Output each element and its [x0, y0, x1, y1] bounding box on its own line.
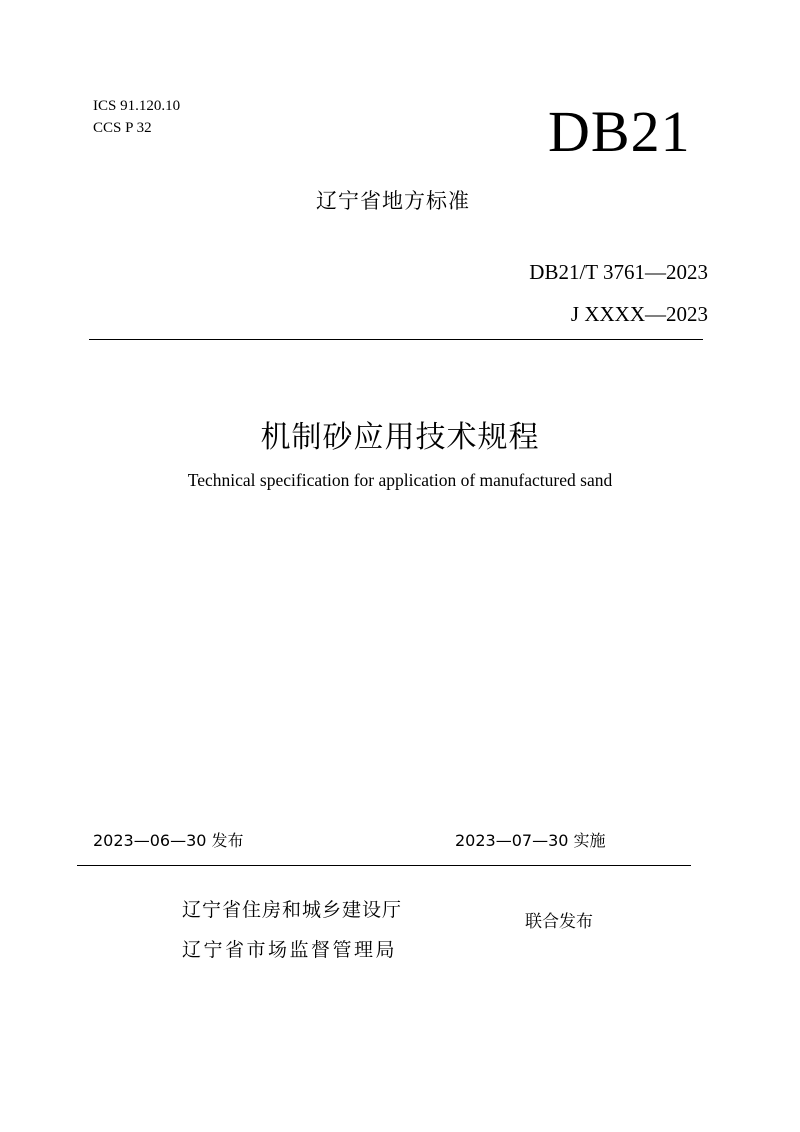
- standard-type: 辽宁省地方标准: [316, 189, 470, 213]
- bottom-divider: [77, 865, 691, 866]
- filing-number: J XXXX—2023: [570, 302, 708, 326]
- document-title-chinese: 机制砂应用技术规程: [260, 420, 540, 455]
- top-divider: [89, 339, 703, 340]
- issuer-market-regulation-bureau: 辽宁省市场监督管理局: [182, 939, 398, 961]
- implementation-date: 2023—07—30 实施: [455, 831, 606, 850]
- issue-date: 2023—06—30 发布: [93, 831, 244, 850]
- standard-number: DB21/T 3761—2023: [529, 260, 708, 284]
- joint-issue-label: 联合发布: [525, 912, 593, 932]
- ics-code: ICS 91.120.10: [93, 98, 181, 114]
- standard-logo: DB21: [548, 99, 691, 164]
- issuer-housing-department: 辽宁省住房和城乡建设厅: [182, 899, 403, 921]
- document-title-english: Technical specification for application of manufactured sand: [187, 470, 613, 490]
- ccs-code: CCS P 32: [93, 120, 152, 136]
